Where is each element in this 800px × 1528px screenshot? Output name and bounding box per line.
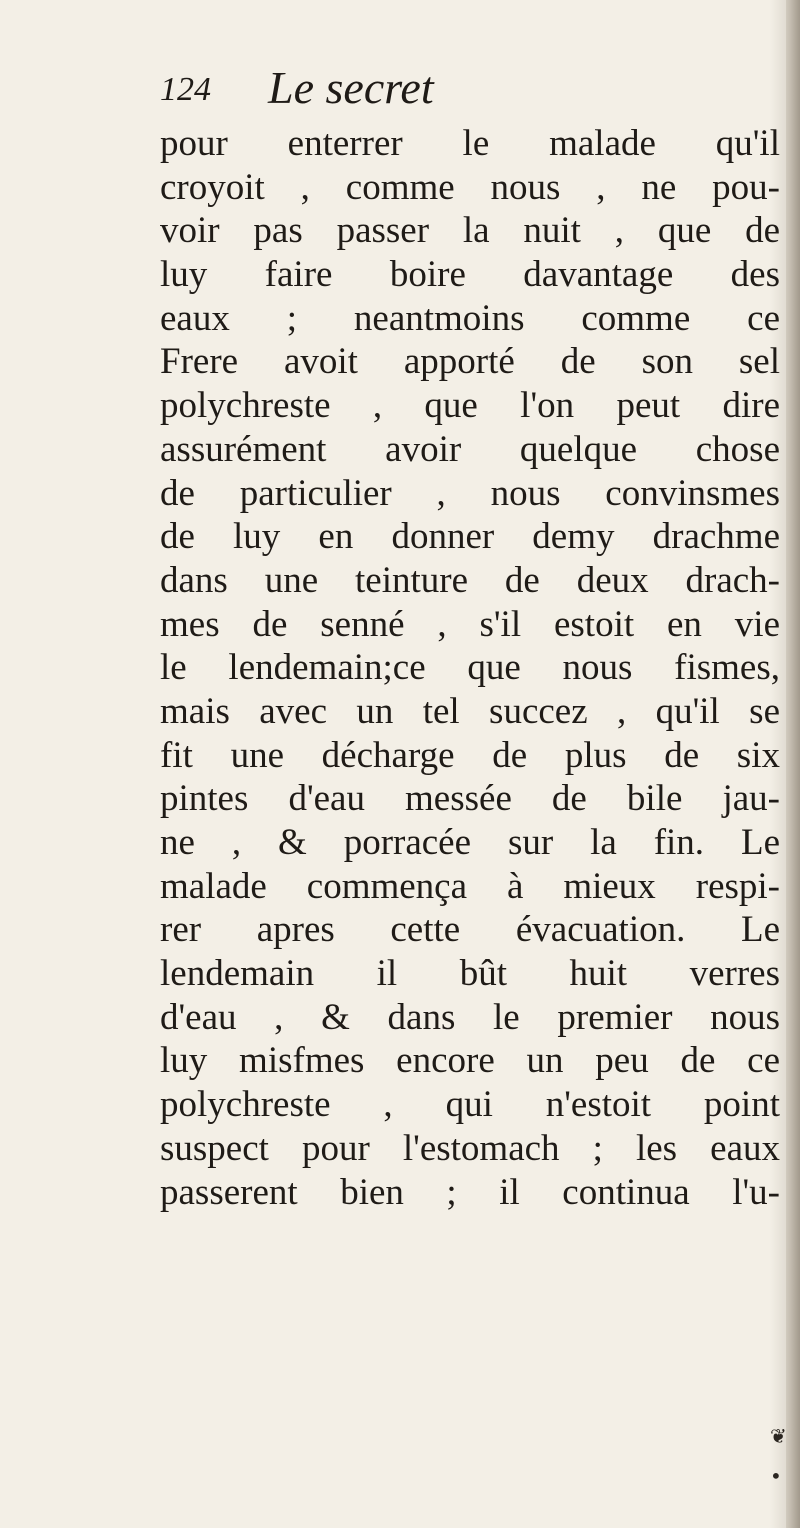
text-line: dans une teinture de deux drach- bbox=[160, 559, 780, 601]
text-line: pour enterrer le malade qu'il bbox=[160, 123, 780, 164]
text-line: eaux ; neantmoins comme ce bbox=[160, 297, 780, 339]
text-line: voir pas passer la nuit , que de bbox=[160, 210, 780, 252]
page-edge-shadow bbox=[786, 0, 800, 1528]
running-title: Le secret bbox=[268, 62, 434, 113]
text-line: pintes d'eau messée de bile jau- bbox=[160, 778, 780, 820]
text-line: le lendemain;ce que nous fismes, bbox=[160, 647, 780, 689]
text-line: Frere avoit apporté de son sel bbox=[160, 341, 780, 383]
body-text bbox=[160, 122, 780, 1214]
text-line: de particulier , nous convinsmes bbox=[160, 472, 780, 514]
text-line: ne , & porracée sur la fin. Le bbox=[160, 822, 780, 863]
page-number: 124 bbox=[160, 71, 211, 108]
text-line: passerent bien ; il continua l'u- bbox=[160, 1171, 780, 1213]
text-line: luy faire boire davantage des bbox=[160, 254, 780, 296]
text-line: d'eau , & dans le premier nous bbox=[160, 996, 780, 1038]
text-line: polychreste , qui n'estoit point bbox=[160, 1084, 780, 1126]
text-line: de luy en donner demy drachme bbox=[160, 516, 780, 558]
page-header bbox=[160, 64, 620, 114]
text-line: polychreste , que l'on peut dire bbox=[160, 385, 780, 427]
text-line: croyoit , comme nous , ne pou- bbox=[160, 166, 780, 208]
text-line: rer apres cette évacuation. Le bbox=[160, 909, 780, 951]
text-line: suspect pour l'estomach ; les eaux bbox=[160, 1127, 780, 1169]
printer-dot-mark: • bbox=[770, 1464, 782, 1488]
text-line: fit une décharge de plus de six bbox=[160, 734, 780, 776]
text-line: assurément avoir quelque chose bbox=[160, 428, 780, 470]
text-line: lendemain il bût huit verres bbox=[160, 953, 780, 995]
text-line: malade commença à mieux respi- bbox=[160, 865, 780, 907]
printer-ornament-mark: ❦ bbox=[770, 1424, 787, 1448]
text-line: mais avec un tel succez , qu'il se bbox=[160, 690, 780, 732]
text-line: luy misfmes encore un peu de ce bbox=[160, 1040, 780, 1082]
text-line: mes de senné , s'il estoit en vie bbox=[160, 603, 780, 645]
